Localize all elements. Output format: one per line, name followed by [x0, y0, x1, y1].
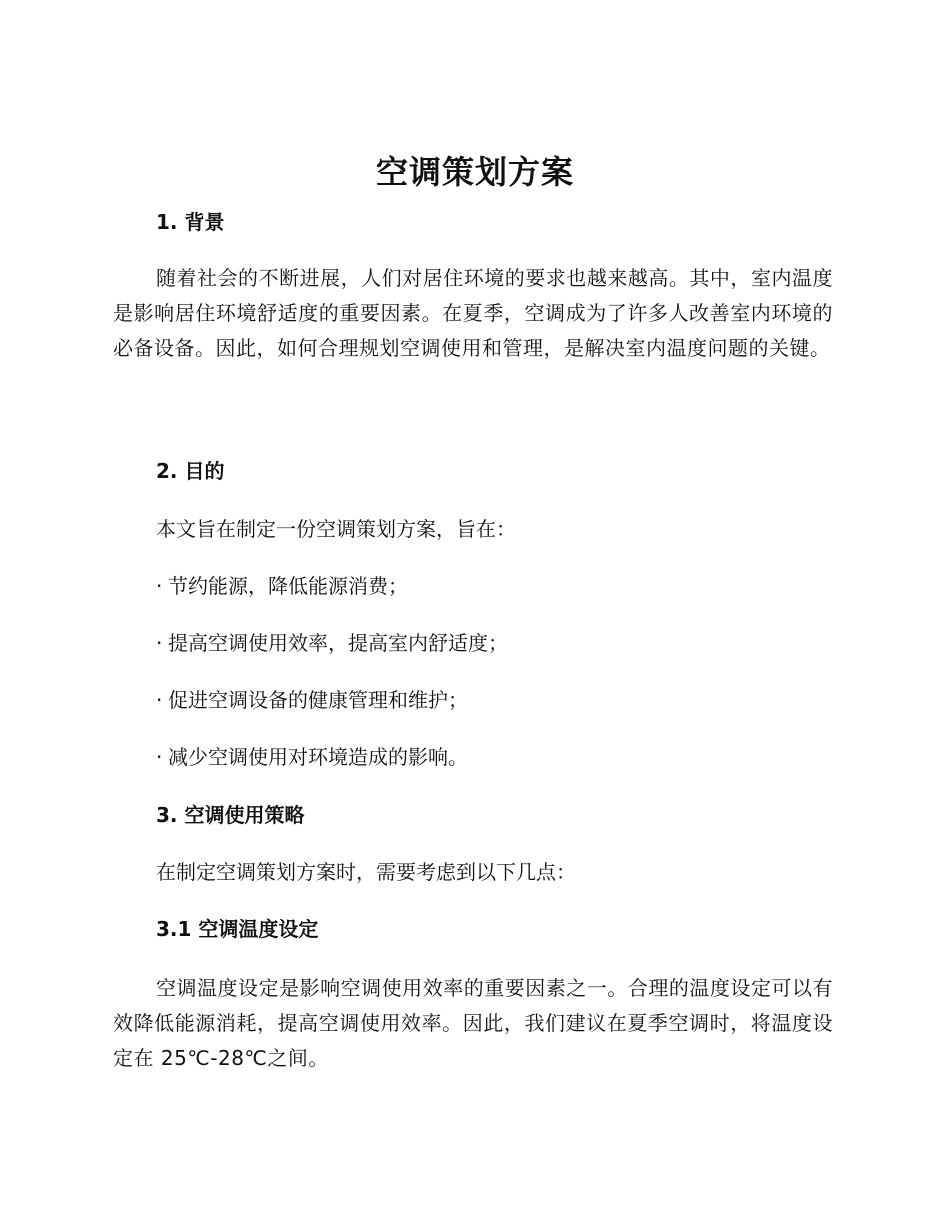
- bullet-dot-icon: ·: [156, 574, 163, 598]
- list-item-text: 减少空调使用对环境造成的影响。: [168, 745, 468, 769]
- bullet-dot-icon: ·: [156, 631, 163, 655]
- list-item-text: 节约能源，降低能源消费；: [168, 574, 408, 598]
- subsection-heading-temperature: 3.1 空调温度设定: [156, 917, 319, 941]
- list-item-text: 促进空调设备的健康管理和维护；: [168, 688, 468, 712]
- purpose-intro: 本文旨在制定一份空调策划方案，旨在：: [156, 517, 516, 541]
- document-title: 空调策划方案: [375, 153, 574, 191]
- list-item: [156, 572, 408, 600]
- list-item: [156, 629, 508, 657]
- section-heading-background: 1. 背景: [156, 210, 225, 234]
- strategy-intro: 在制定空调策划方案时，需要考虑到以下几点：: [156, 860, 576, 884]
- temperature-paragraph: 空调温度设定是影响空调使用效率的重要因素之一。合理的温度设定可以有效降低能源消耗，提高空调使用效率。因此，我们建议在夏季空调时，将温度设定在 25℃-28℃之间。: [113, 976, 833, 1070]
- list-item: [156, 686, 468, 714]
- list-item-text: 提高空调使用效率，提高室内舒适度；: [168, 631, 508, 655]
- background-paragraph: 随着社会的不断进展，人们对居住环境的要求也越来越高。其中，室内温度是影响居住环境舒适度的重要因素。在夏季，空调成为了许多人改善室内环境的必备设备。因此，如何合理规划空调使用和管理，是解决室内温度问题的关键。: [113, 266, 833, 360]
- bullet-dot-icon: ·: [156, 745, 163, 769]
- section-heading-strategy: 3. 空调使用策略: [156, 803, 305, 827]
- bullet-dot-icon: ·: [156, 688, 163, 712]
- list-item: [156, 743, 468, 771]
- section-heading-purpose: 2. 目的: [156, 459, 225, 483]
